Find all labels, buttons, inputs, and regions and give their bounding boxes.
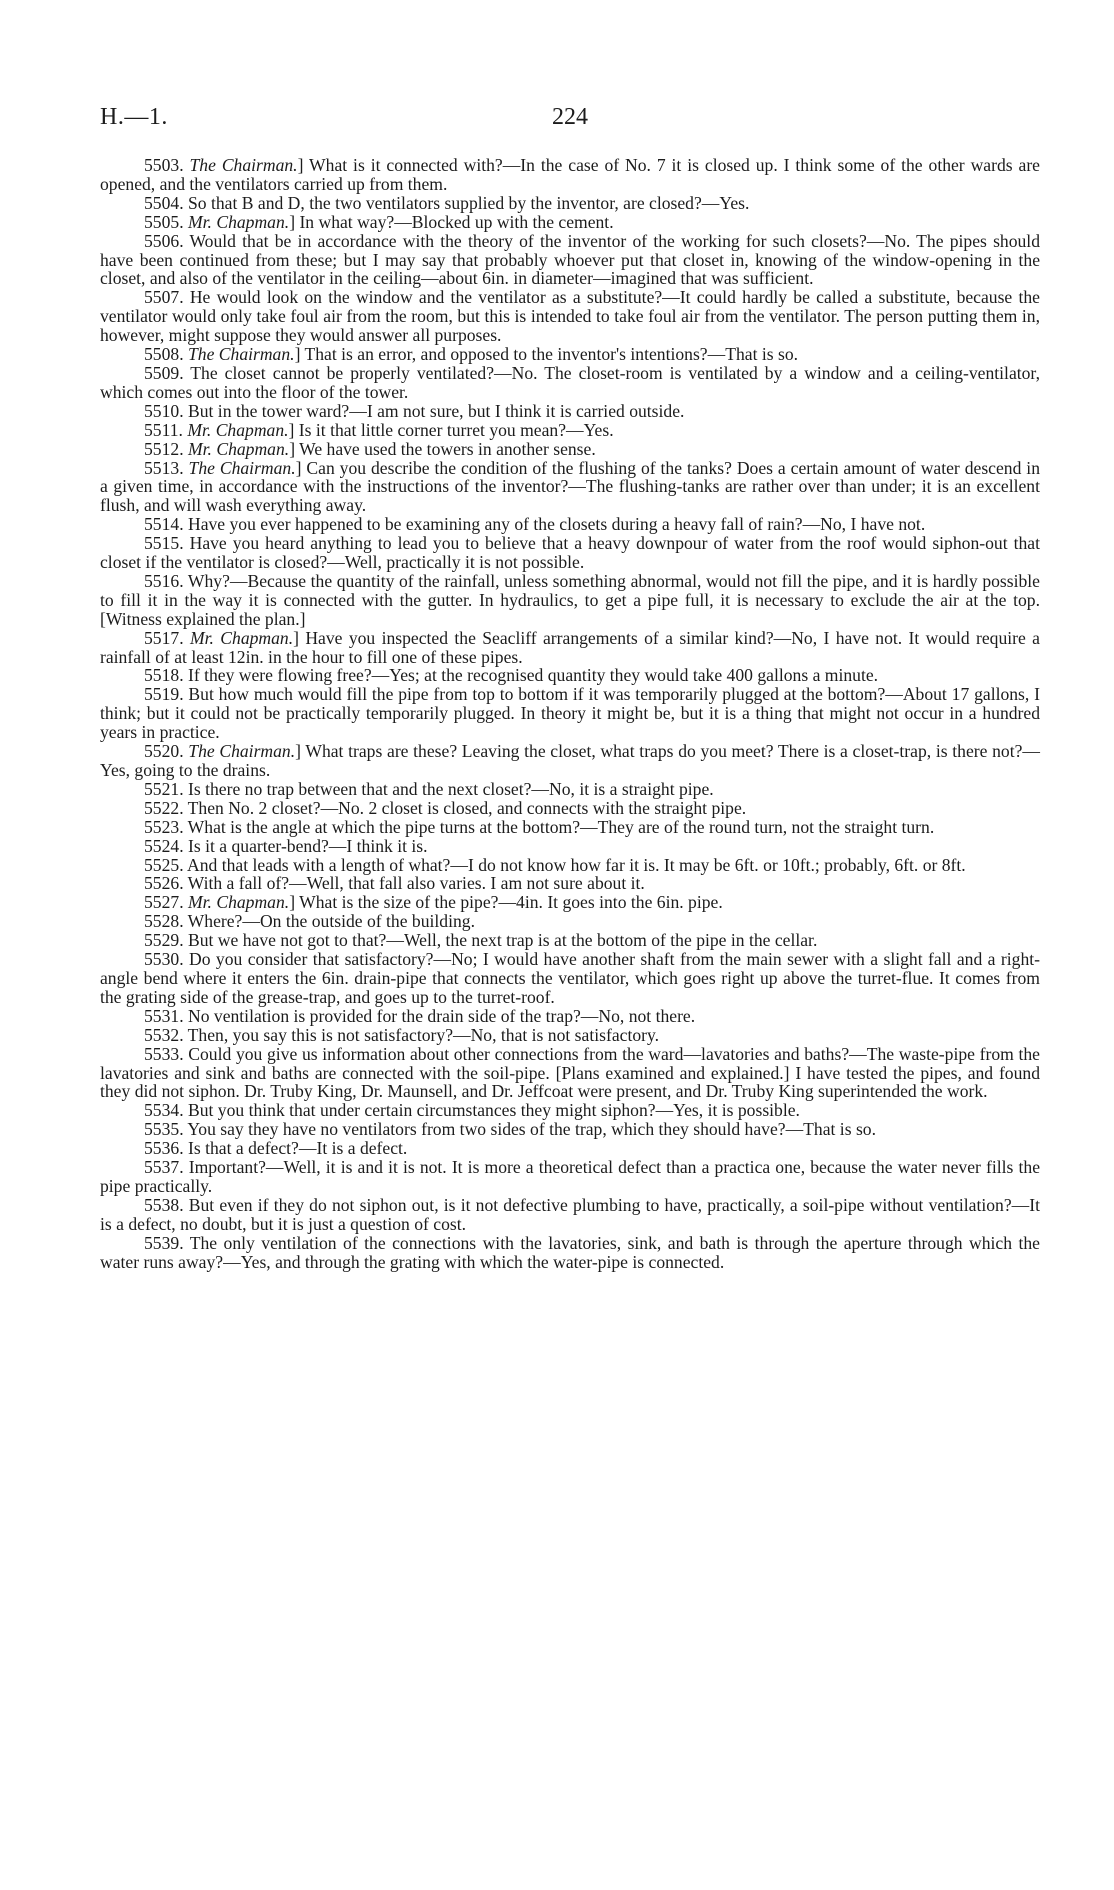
speaker-bracket: ] [297,155,304,175]
question-paragraph [100,1196,1040,1234]
page-number: 224 [552,104,588,130]
question-paragraph [100,931,1040,950]
question-paragraph [100,685,1040,742]
question-paragraph [100,912,1040,931]
question-paragraph [100,440,1040,459]
question-answer-text: So that B and D, the two ventilators supplied by the inventor, are closed?—Yes. [183,192,750,213]
question-paragraph [100,194,1040,213]
question-number: 5512. [144,438,184,459]
question-answer-text: What traps are these? Leaving the closet, what traps do you meet? There is a closet-trap, is there not?—Yes, going to the drains. [100,741,1040,780]
speaker-bracket: ] [293,627,299,648]
question-number: 5525. [144,854,184,875]
question-answer-text: But even if they do not siphon out, is it not defective plumbing to have, practically, a soil-pipe without ventilation?—It is a defect, no doubt, but it is just a question of cost. [100,1194,1040,1234]
question-number: 5530. [144,949,184,970]
question-number: 5508. [144,344,184,365]
question-number: 5537. [144,1157,184,1178]
question-paragraph [100,780,1040,799]
speaker-bracket: ] [295,457,302,478]
question-answer-text: But how much would fill the pipe from top to bottom if it was temporarily plugged at the bottom?—About 17 gallons, I think; but it could not be practically temporarily plugged. In theory it might be, but it is a thing that might not occur in a hundred years in practice. [100,684,1040,743]
question-number: 5516. [144,570,184,591]
question-number: 5515. [144,533,184,554]
question-number: 5507. [144,287,184,308]
question-paragraph [100,818,1040,837]
question-number: 5518. [144,665,184,686]
question-answer-text: The only ventilation of the connections with the lavatories, sink, and bath is through the aperture through which the water runs away?—Yes, and through the grating with which the water-pipe is connected. [100,1232,1040,1272]
question-paragraph [100,629,1040,667]
question-paragraph [100,950,1040,1007]
question-answer-text: You say they have no ventilators from two sides of the trap, which they should have?—That is so. [183,1119,876,1140]
speaker-bracket: ] [295,741,301,762]
speaker-name: Mr. Chapman. [188,892,290,913]
question-answer-text: Is that a defect?—It is a defect. [183,1138,408,1159]
question-number: 5527. [144,892,184,913]
question-answer-text: Have you inspected the Seacliff arrangements of a similar kind?—No, I have not. It would require a rainfall of at least 12in. in the hour to fill one of these pipes. [100,627,1040,667]
question-number: 5521. [144,778,184,799]
question-number: 5513. [144,457,184,478]
question-number: 5531. [144,1005,184,1026]
question-answer-text: In what way?—Blocked up with the cement. [295,211,614,232]
question-paragraph [100,459,1040,516]
question-number: 5526. [144,873,184,894]
question-paragraph [100,515,1040,534]
question-paragraph [100,799,1040,818]
question-number: 5529. [144,930,184,951]
speaker-bracket: ] [288,419,295,440]
question-number: 5510. [144,400,184,421]
question-number: 5504. [144,192,184,213]
question-answer-text: Important?—Well, it is and it is not. It is more a theoretical defect than a practica one, because the water never fills the pipe practically. [100,1157,1040,1196]
question-answer-text: Is it a quarter-bend?—I think it is. [183,835,428,856]
speaker-bracket: ] [289,211,296,232]
question-answer-text: Could you give us information about other connections from the ward—lavatories and baths?—The waste-pipe from the lavatories and sink and baths are connected with the soil-pipe. [Plans examined and explained.] I have tested the pipes, and found they did not siphon. Dr. Truby King, Dr. Maunsell, and Dr. Jeffcoat were present, and Dr. Truby King superintended the work. [100,1043,1040,1102]
question-paragraph [100,572,1040,629]
question-number: 5524. [144,835,184,856]
speaker-name: The Chairman. [188,741,296,762]
speaker-name: The Chairman. [188,344,295,365]
question-paragraph [100,1101,1040,1120]
question-answer-text: The closet cannot be properly ventilated?—No. The closet-room is ventilated by a window and a ceiling-ventilator, which comes out into the floor of the tower. [100,362,1040,402]
question-paragraph [100,1234,1040,1272]
speaker-name: Mr. Chapman. [187,419,289,440]
question-paragraph [100,232,1040,289]
question-number: 5506. [144,230,184,251]
question-paragraph [100,874,1040,893]
question-paragraph [100,666,1040,685]
question-paragraph [100,213,1040,232]
question-answer-text: Where?—On the outside of the building. [183,911,475,932]
question-answer-text: Can you describe the condition of the flushing of the tanks? Does a certain amount of water descend in a given time, in accordance with the instructions of the inventor?—The flushing-tanks are rather over than under; it is an excellent flush, and will wash everything away. [100,457,1040,516]
question-paragraph [100,421,1040,440]
question-answer-text: Then No. 2 closet?—No. 2 closet is closed, and connects with the straight pipe. [183,797,747,818]
question-paragraph [100,288,1040,345]
question-answer-text: Is it that little corner turret you mean?—Yes. [294,419,614,440]
question-number: 5511. [144,419,183,440]
question-answer-text: Do you consider that satisfactory?—No; I would have another shaft from the main sewer with a slight fall and a right-angle bend where it enters the 6in. drain-pipe that connects the ventilator, which goes right up above the turret-flue. It comes from the grating side of the grease-trap, and goes up to the turret-roof. [100,949,1040,1007]
question-paragraph [100,837,1040,856]
question-number: 5503. [144,155,184,175]
question-answer-text: Would that be in accordance with the theory of the inventor of the working for such closets?—No. The pipes should have been continued from these; but I may say that probably whoever put that closet in, knowing of the window-opening in the closet, and also of the ventilator in the ceiling—about 6in. in diameter—imagined that was sufficient. [100,230,1040,289]
question-answer-text: With a fall of?—Well, that fall also varies. I am not sure about it. [183,873,645,894]
question-answer-text: Why?—Because the quantity of the rainfall, unless something abnormal, would not fill the pipe, and it is hardly possible to fill it in the way it is connected with the gutter. In hydraulics, to get a pipe full, it is necessary to exclude the air at the top. [Witness explained the plan.] [100,570,1040,629]
question-answer-text: But we have not got to that?—Well, the next trap is at the bottom of the pipe in the cellar. [183,930,818,951]
page-header [100,104,1040,138]
question-answer-text: Have you ever happened to be examining any of the closets during a heavy fall of rain?—No, I have not. [183,514,926,535]
question-paragraph [100,1007,1040,1026]
question-answer-text: Is there no trap between that and the next closet?—No, it is a straight pipe. [183,778,714,799]
question-number: 5509. [144,362,184,383]
question-answer-text: What is the size of the pipe?—4in. It goes into the 6in. pipe. [295,892,723,913]
speaker-name: The Chairman. [188,457,296,478]
question-paragraph [100,1139,1040,1158]
question-paragraph [100,364,1040,402]
question-paragraph [100,893,1040,912]
question-answer-text: We have used the towers in another sense. [295,438,596,459]
speaker-name: Mr. Chapman. [189,627,294,648]
question-number: 5528. [144,911,184,932]
question-answer-text: What is the angle at which the pipe turns at the bottom?—They are of the round turn, not the straight turn. [183,816,935,837]
document-reference: H.—1. [100,104,168,130]
question-paragraph [100,742,1040,780]
question-number: 5523. [144,816,184,837]
question-paragraph [100,1120,1040,1139]
question-answer-text: That is an error, and opposed to the inventor's intentions?—That is so. [300,344,799,365]
question-paragraph [100,345,1040,364]
question-paragraph [100,856,1040,875]
speaker-bracket: ] [294,344,301,365]
question-number: 5535. [144,1119,184,1140]
question-paragraph [100,156,1040,194]
question-answer-text: No ventilation is provided for the drain side of the trap?—No, not there. [183,1005,696,1026]
question-number: 5519. [144,684,184,705]
question-number: 5505. [144,211,184,232]
question-number: 5532. [144,1024,184,1045]
question-answer-text: If they were flowing free?—Yes; at the recognised quantity they would take 400 gallons a minute. [183,665,879,686]
speaker-bracket: ] [289,438,296,459]
question-answer-text: He would look on the window and the ventilator as a substitute?—It could hardly be called a substitute, because the ventilator would only take foul air from the room, but this is intended to take foul air from the ventilator. The person putting them in, however, might suppose they would answer all purposes. [100,287,1040,346]
question-paragraph [100,534,1040,572]
question-answer-text: What is it connected with?—In the case of No. 7 it is closed up. I think some of the other wards are opened, and the ventilators carried up from them. [100,155,1040,194]
question-number: 5533. [144,1043,184,1064]
question-answer-text: But in the tower ward?—I am not sure, but I think it is carried outside. [183,400,685,421]
question-number: 5520. [144,741,184,762]
evidence-transcript [100,156,1040,1271]
question-answer-text: Have you heard anything to lead you to believe that a heavy downpour of water from the roof would siphon-out that closet if the ventilator is closed?—Well, practically it is not possible. [100,533,1040,573]
question-number: 5517. [144,627,184,648]
question-number: 5536. [144,1138,184,1159]
question-answer-text: But you think that under certain circumstances they might siphon?—Yes, it is possible. [183,1100,800,1121]
speaker-name: The Chairman. [189,155,298,175]
question-number: 5534. [144,1100,184,1121]
question-answer-text: Then, you say this is not satisfactory?—No, that is not satisfactory. [183,1024,660,1045]
question-number: 5514. [144,514,184,535]
question-paragraph [100,1045,1040,1102]
question-number: 5539. [144,1232,184,1253]
speaker-bracket: ] [289,892,296,913]
question-number: 5538. [144,1194,184,1215]
question-paragraph [100,402,1040,421]
speaker-name: Mr. Chapman. [188,438,290,459]
question-number: 5522. [144,797,184,818]
question-answer-text: And that leads with a length of what?—I do not know how far it is. It may be 6ft. or 10ft.; probably, 6ft. or 8ft. [183,854,966,875]
question-paragraph [100,1158,1040,1196]
question-paragraph [100,1026,1040,1045]
speaker-name: Mr. Chapman. [188,211,290,232]
